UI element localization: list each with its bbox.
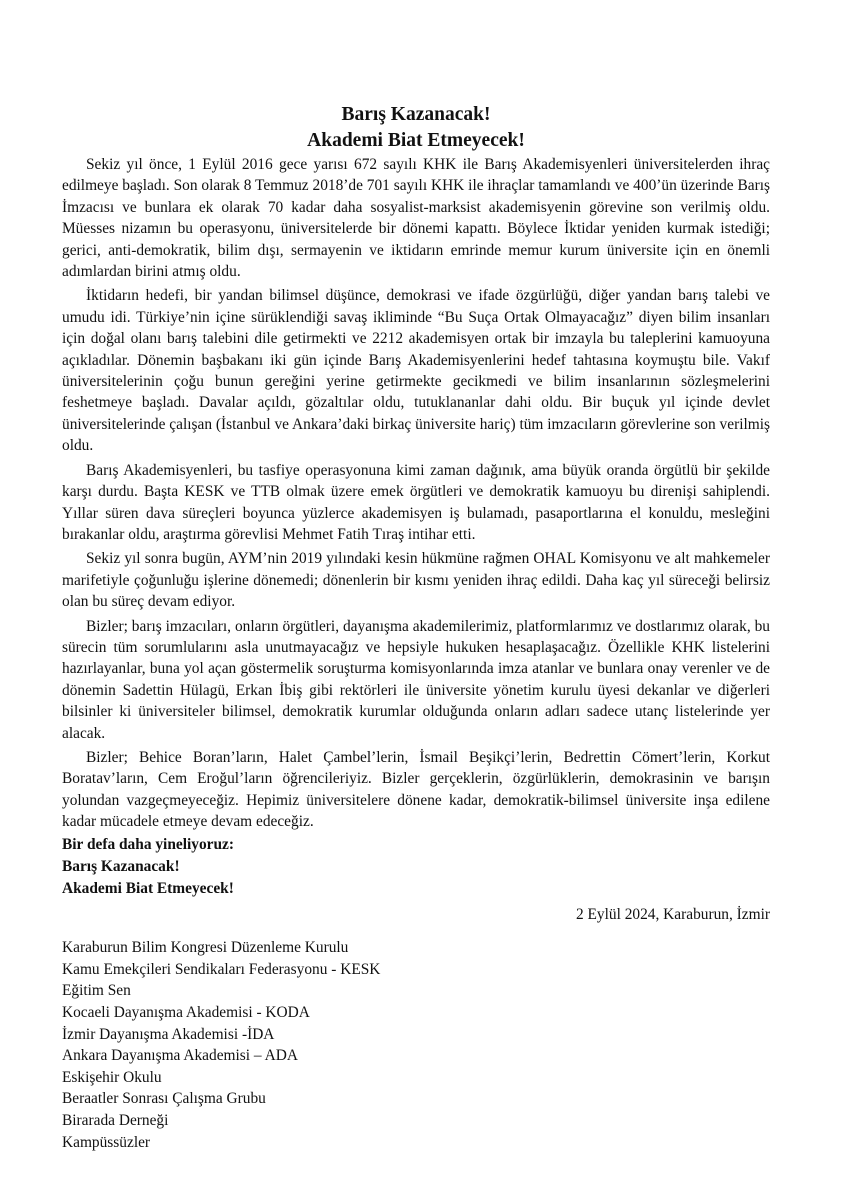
signatory-item: Kampüssüzler (62, 1133, 151, 1151)
document-title-line-2: Akademi Biat Etmeyecek! (307, 130, 525, 151)
closing-line-1: Bir defa daha yineliyoruz: (62, 835, 235, 853)
signatory-item: Beraatler Sonrası Çalışma Grubu (62, 1090, 266, 1108)
paragraph-1: Sekiz yıl önce, 1 Eylül 2016 gece yarısı 672 sayılı KHK ile Barış Akademisyenleri üniversitelerden ihraç edilmeye başladı. Son olarak 8 Temmuz 2018’de 701 sayılı KHK ile ihraçlar tamamlandı ve 400’ün üzerinde Barış İmzacısı ve bunlara ek olarak 70 kadar daha sosyalist-marksist akademisyenin görevine son verilmiş oldu. Müesses nizamın bu operasyonu, üniversitelerde bir dönemi kapattı. Böylece İktidar yeniden kurmak istediği; gerici, anti-demokratik, bilim dışı, sermayenin ve iktidarın emrinde memur kurum üniversite için en önemli adımlardan birini atmış oldu. (62, 156, 770, 281)
closing-line-3: Akademi Biat Etmeyecek! (62, 880, 234, 898)
signatory-list (62, 937, 770, 1153)
signatory-item: Eskişehir Okulu (62, 1068, 162, 1086)
closing-line-2: Barış Kazanacak! (62, 858, 180, 875)
signatory-item: Kocaeli Dayanışma Akademisi - KODA (62, 1004, 310, 1021)
signatory-item: Karaburun Bilim Kongresi Düzenleme Kurulu (62, 939, 349, 957)
paragraph-5: Bizler; barış imzacıları, onların örgütleri, dayanışma akademilerimiz, platformlarımız ve dostlarımız olarak, bu sürecin tüm sorumlularını asla unutmayacağız ve hepsiyle hukuken hesaplaşacağız. Özellikle KHK listelerini hazırlayanlar, buna yol açan göstermelik soruşturma komisyonlarında imza atanlar ve bunlara onay verenler ve de dönemin Sadettin Hülagü, Erkan İbiş gibi rektörleri ile üniversite yönetim kurulu üyesi dekanlar ve diğerleri bilsinler ki üniversiteler bilimsel, demokratik kurumlar olduğunda onların adları sadece utanç listelerinde yer alacak. (62, 617, 770, 742)
paragraph-3: Barış Akademisyenleri, bu tasfiye operasyonuna kimi zaman dağınık, ama büyük oranda örgütlü bir şekilde karşı durdu. Başta KESK ve TTB olmak üzere emek örgütleri ve demokratik kamuoyu bu direnişi sahiplendi. Yıllar süren dava süreçleri boyunca yüzlerce akademisyen iş bulamadı, pasaportlarına el konuldu, mesleğini bırakanlar oldu, araştırma görevlisi Mehmet Fatih Tıraş intihar etti. (62, 461, 770, 543)
date-place: 2 Eylül 2024, Karaburun, İzmir (575, 905, 770, 923)
signatory-item: Birarada Derneği (62, 1111, 169, 1129)
paragraph-6: Bizler; Behice Boran’ların, Halet Çambel’lerin, İsmail Beşikçi’lerin, Bedrettin Cömert’lerin, Korkut Boratav’ların, Cem Eroğul’ların öğrencileriyiz. Bizler gerçeklerin, özgürlüklerin, demokrasinin ve barışın yolundan vazgeçmeyeceğiz. Hepimiz üniversitelere dönene kadar, demokratik-bilimsel üniversite inşa edilene kadar mücadele etmeye devam edeceğiz. (62, 748, 770, 831)
paragraph-2: İktidarın hedefi, bir yandan bilimsel düşünce, demokrasi ve ifade özgürlüğü, diğer yandan barış talebi ve umudu idi. Türkiye’nin içine sürüklendiği savaş ikliminde “Bu Suça Ortak Olmayacağız” diyen bilim insanları için doğal olanı barış talebini dile getirmekti ve 2212 akademisyen ortak bir imzayla bu taleplerini kamuoyuna açıkladılar. Dönemin başbakanı iki gün içinde Barış Akademisyenlerini hedef tahtasına koymuştu bile. Vakıf üniversitelerinin çoğu bunun gereğini yerine getirmekte gecikmedi ve bilim insanlarının sözleşmelerini feshetmeye başladı. Davalar açıldı, gözaltılar oldu, tutuklananlar dahi oldu. Bir buçuk yıl içinde devlet üniversitelerinde çalışan (İstanbul ve Ankara’daki birkaç üniversite hariç) tüm imzacıların görevlerine son verilmiş oldu. (62, 287, 770, 455)
paragraph-4: Sekiz yıl sonra bugün, AYM’nin 2019 yılındaki kesin hükmüne rağmen OHAL Komisyonu ve alt mahkemeler marifetiyle çoğunluğu işlerine dönemedi; dönenlerin bir kısmı yeniden ihraç edildi. Daha kaç yıl süreceği belirsiz olan bu süreç devam ediyor. (62, 550, 770, 611)
document-title-line-1: Barış Kazanacak! (341, 104, 491, 125)
signatory-item: Kamu Emekçileri Sendikaları Federasyonu - KESK (62, 960, 381, 978)
document-page (62, 102, 770, 1169)
signatory-item: Ankara Dayanışma Akademisi – ADA (62, 1047, 298, 1065)
signatory-item: Eğitim Sen (62, 982, 131, 1000)
signatory-item: İzmir Dayanışma Akademisi -İDA (62, 1025, 275, 1043)
